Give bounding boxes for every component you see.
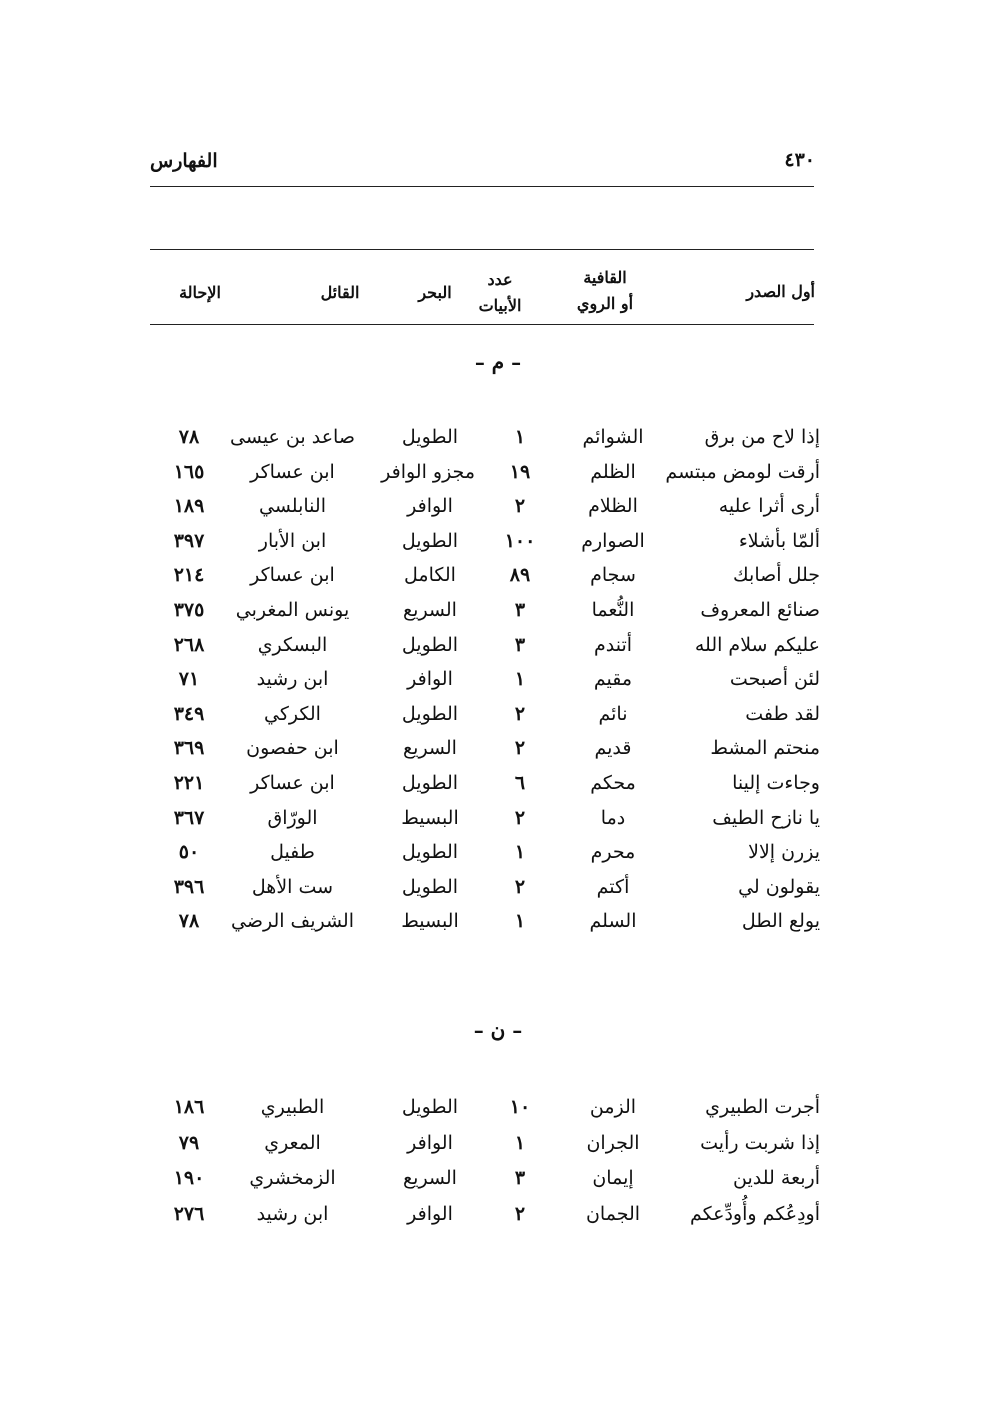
- cell-verse-count: ١٠: [509, 1096, 531, 1118]
- col-rhyme: [555, 265, 655, 317]
- cell-rhyme: مقيم: [593, 668, 633, 690]
- cell-poet: النابلسي: [259, 495, 326, 517]
- cell-meter: الوافر: [407, 668, 453, 690]
- cell-meter: الوافر: [407, 495, 453, 517]
- cell-rhyme: الجران: [586, 1132, 640, 1154]
- cell-page-reference: ٥٠: [178, 841, 200, 863]
- cell-rhyme: الزمن: [589, 1096, 637, 1118]
- table-row: [150, 801, 820, 835]
- cell-page-reference: ١٦٥: [173, 461, 205, 483]
- cell-page-reference: ٢٦٨: [173, 634, 205, 656]
- cell-meter: الطويل: [401, 634, 459, 656]
- cell-page-reference: ٢٧٦: [173, 1203, 205, 1225]
- cell-verse-count: ٢: [514, 703, 526, 725]
- cell-poet: طفيل: [270, 841, 315, 863]
- cell-rhyme: النُّعما: [591, 599, 635, 621]
- col-rhyme-line2: أو الروي: [576, 294, 634, 313]
- cell-verse-count: ٢: [514, 807, 526, 829]
- cell-rhyme: الظلام: [588, 495, 638, 517]
- cell-meter: السريع: [403, 1167, 457, 1189]
- cell-page-reference: ٣٤٩: [173, 703, 205, 725]
- cell-first-hemistich: يولع الطل: [741, 910, 820, 932]
- cell-verse-count: ٣: [514, 599, 526, 621]
- table-row: [150, 628, 820, 662]
- cell-first-hemistich: أرى أثرا عليه: [718, 495, 820, 517]
- col-rhyme-line1: القافية: [583, 268, 627, 287]
- cell-verse-count: ٢: [514, 737, 526, 759]
- cell-first-hemistich: أربعة للدين: [733, 1167, 820, 1189]
- cell-poet: يونس المغربي: [235, 599, 350, 621]
- cell-verse-count: ١: [514, 910, 526, 932]
- cell-meter: مجزو الوافر: [381, 461, 475, 483]
- cell-first-hemistich: أودِعُكم وأُودِّعكم: [690, 1203, 820, 1225]
- cell-meter: الطويل: [401, 1096, 459, 1118]
- cell-meter: البسيط: [401, 910, 459, 932]
- cell-poet: الطبيري: [260, 1096, 325, 1118]
- cell-first-hemistich: منحتم المشط: [710, 737, 820, 759]
- cell-meter: السريع: [403, 599, 457, 621]
- cell-page-reference: ٣٩٦: [173, 876, 205, 898]
- table-row: [150, 1197, 820, 1231]
- cell-page-reference: ٣٦٧: [173, 807, 205, 829]
- table-row: [150, 1090, 820, 1124]
- cell-verse-count: ٢: [514, 495, 526, 517]
- cell-rhyme: إيمان: [592, 1167, 634, 1189]
- cell-page-reference: ١٩٠: [173, 1167, 205, 1189]
- table-row: [150, 593, 820, 627]
- table-row: [150, 662, 820, 696]
- cell-page-reference: ١٨٩: [173, 495, 205, 517]
- table-row: [150, 1161, 820, 1195]
- cell-verse-count: ١: [514, 841, 526, 863]
- cell-poet: الورّاق: [267, 807, 318, 829]
- cell-first-hemistich: إذا لاح من برق: [704, 426, 820, 448]
- cell-rhyme: الشوائم: [582, 426, 644, 448]
- cell-poet: الشريف الرضي: [230, 910, 355, 932]
- cell-rhyme: الظلم: [590, 461, 636, 483]
- cell-verse-count: ٦: [514, 772, 526, 794]
- table-row: [150, 489, 820, 523]
- cell-first-hemistich: يا نازح الطيف: [712, 807, 820, 829]
- col-meter: البحر: [418, 283, 452, 302]
- col-count: [460, 267, 540, 319]
- cell-first-hemistich: وجاءت إلينا: [732, 772, 820, 794]
- section-heading-meem: – م –: [474, 350, 522, 374]
- table-top-rule: [150, 249, 814, 250]
- cell-page-reference: ٢٢١: [173, 772, 205, 794]
- cell-page-reference: ٧٨: [178, 426, 200, 448]
- table-row: [150, 731, 820, 765]
- cell-rhyme: دما: [600, 807, 626, 829]
- cell-first-hemistich: أجرت الطبيري: [705, 1096, 820, 1118]
- cell-meter: الطويل: [401, 772, 459, 794]
- cell-poet: ابن رشيد: [256, 668, 329, 690]
- cell-meter: الطويل: [401, 426, 459, 448]
- cell-verse-count: ١٩: [509, 461, 531, 483]
- cell-poet: ابن عساكر: [250, 461, 335, 483]
- table-row: [150, 697, 820, 731]
- cell-first-hemistich: أرقت لومض مبتسم: [665, 461, 820, 483]
- cell-meter: الطويل: [401, 703, 459, 725]
- cell-rhyme: أكتم: [596, 876, 630, 898]
- cell-meter: الطويل: [401, 841, 459, 863]
- cell-page-reference: ٣٩٧: [173, 530, 205, 552]
- cell-rhyme: نائم: [598, 703, 628, 725]
- cell-verse-count: ٢: [514, 876, 526, 898]
- cell-rhyme: محكم: [590, 772, 636, 794]
- cell-page-reference: ٧٩: [178, 1132, 200, 1154]
- cell-poet: البسكري: [257, 634, 328, 656]
- cell-first-hemistich: ألمّا بأشلاء: [738, 530, 820, 552]
- cell-first-hemistich: يقولون لي: [738, 876, 820, 898]
- table-header-rule: [150, 324, 814, 325]
- cell-page-reference: ٧١: [178, 668, 200, 690]
- table-row: [150, 558, 820, 592]
- cell-page-reference: ٢١٤: [173, 564, 205, 586]
- cell-first-hemistich: لئن أصبحت: [729, 668, 820, 690]
- cell-poet: الزمخشري: [249, 1167, 336, 1189]
- col-reference: الإحالة: [179, 283, 221, 302]
- table-row: [150, 766, 820, 800]
- cell-poet: ابن رشيد: [256, 1203, 329, 1225]
- cell-poet: ست الأهل: [251, 876, 334, 898]
- cell-first-hemistich: جلل أصابك: [733, 564, 820, 586]
- cell-verse-count: ٢: [514, 1203, 526, 1225]
- cell-meter: السريع: [403, 737, 457, 759]
- cell-verse-count: ٨٩: [509, 564, 531, 586]
- cell-poet: ابن حفصون: [246, 737, 339, 759]
- table-row: [150, 524, 820, 558]
- cell-verse-count: ١: [514, 668, 526, 690]
- cell-verse-count: ٣: [514, 634, 526, 656]
- cell-page-reference: ٣٦٩: [173, 737, 205, 759]
- cell-page-reference: ١٨٦: [173, 1096, 205, 1118]
- col-count-line1: عدد: [487, 270, 513, 289]
- cell-poet: المعري: [264, 1132, 321, 1154]
- cell-first-hemistich: يزرن إلالا: [748, 841, 820, 863]
- cell-meter: البسيط: [401, 807, 459, 829]
- cell-page-reference: ٧٨: [178, 910, 200, 932]
- col-first-hemistich: أول الصدر: [746, 282, 815, 301]
- cell-meter: الكامل: [404, 564, 456, 586]
- cell-poet: الكركي: [264, 703, 321, 725]
- running-header-title: الفهارس: [150, 150, 218, 172]
- cell-rhyme: الجمان: [585, 1203, 641, 1225]
- section-heading-noon: – ن –: [473, 1018, 523, 1042]
- cell-rhyme: السلم: [589, 910, 637, 932]
- cell-verse-count: ١٠٠: [504, 530, 536, 552]
- cell-meter: الوافر: [407, 1132, 453, 1154]
- cell-first-hemistich: صنائع المعروف: [700, 599, 820, 621]
- cell-rhyme: سجام: [590, 564, 636, 586]
- cell-verse-count: ٣: [514, 1167, 526, 1189]
- table-row: [150, 870, 820, 904]
- page-number: ٤٣٠: [784, 149, 815, 171]
- cell-poet: صاعد بن عيسى: [230, 426, 355, 448]
- table-row: [150, 420, 820, 454]
- cell-first-hemistich: عليكم سلام الله: [694, 634, 820, 656]
- cell-rhyme: أتندم: [593, 634, 633, 656]
- cell-meter: الوافر: [407, 1203, 453, 1225]
- cell-meter: الطويل: [401, 530, 459, 552]
- cell-poet: ابن عساكر: [250, 772, 335, 794]
- cell-rhyme: قديم: [594, 737, 632, 759]
- cell-meter: الطويل: [401, 876, 459, 898]
- cell-first-hemistich: لقد طفت: [745, 703, 820, 725]
- cell-poet: ابن عساكر: [250, 564, 335, 586]
- cell-page-reference: ٣٧٥: [173, 599, 205, 621]
- cell-verse-count: ١: [514, 1132, 526, 1154]
- cell-poet: ابن الأبار: [258, 530, 327, 552]
- table-row: [150, 455, 820, 489]
- col-count-line2: الأبيات: [478, 296, 522, 315]
- header-rule: [150, 186, 814, 187]
- cell-verse-count: ١: [514, 426, 526, 448]
- cell-first-hemistich: إذا شربت رأيت: [700, 1132, 820, 1154]
- col-poet: القائل: [320, 283, 360, 302]
- table-row: [150, 835, 820, 869]
- cell-rhyme: محرم: [590, 841, 636, 863]
- table-row: [150, 904, 820, 938]
- cell-rhyme: الصوارم: [581, 530, 645, 552]
- table-row: [150, 1126, 820, 1160]
